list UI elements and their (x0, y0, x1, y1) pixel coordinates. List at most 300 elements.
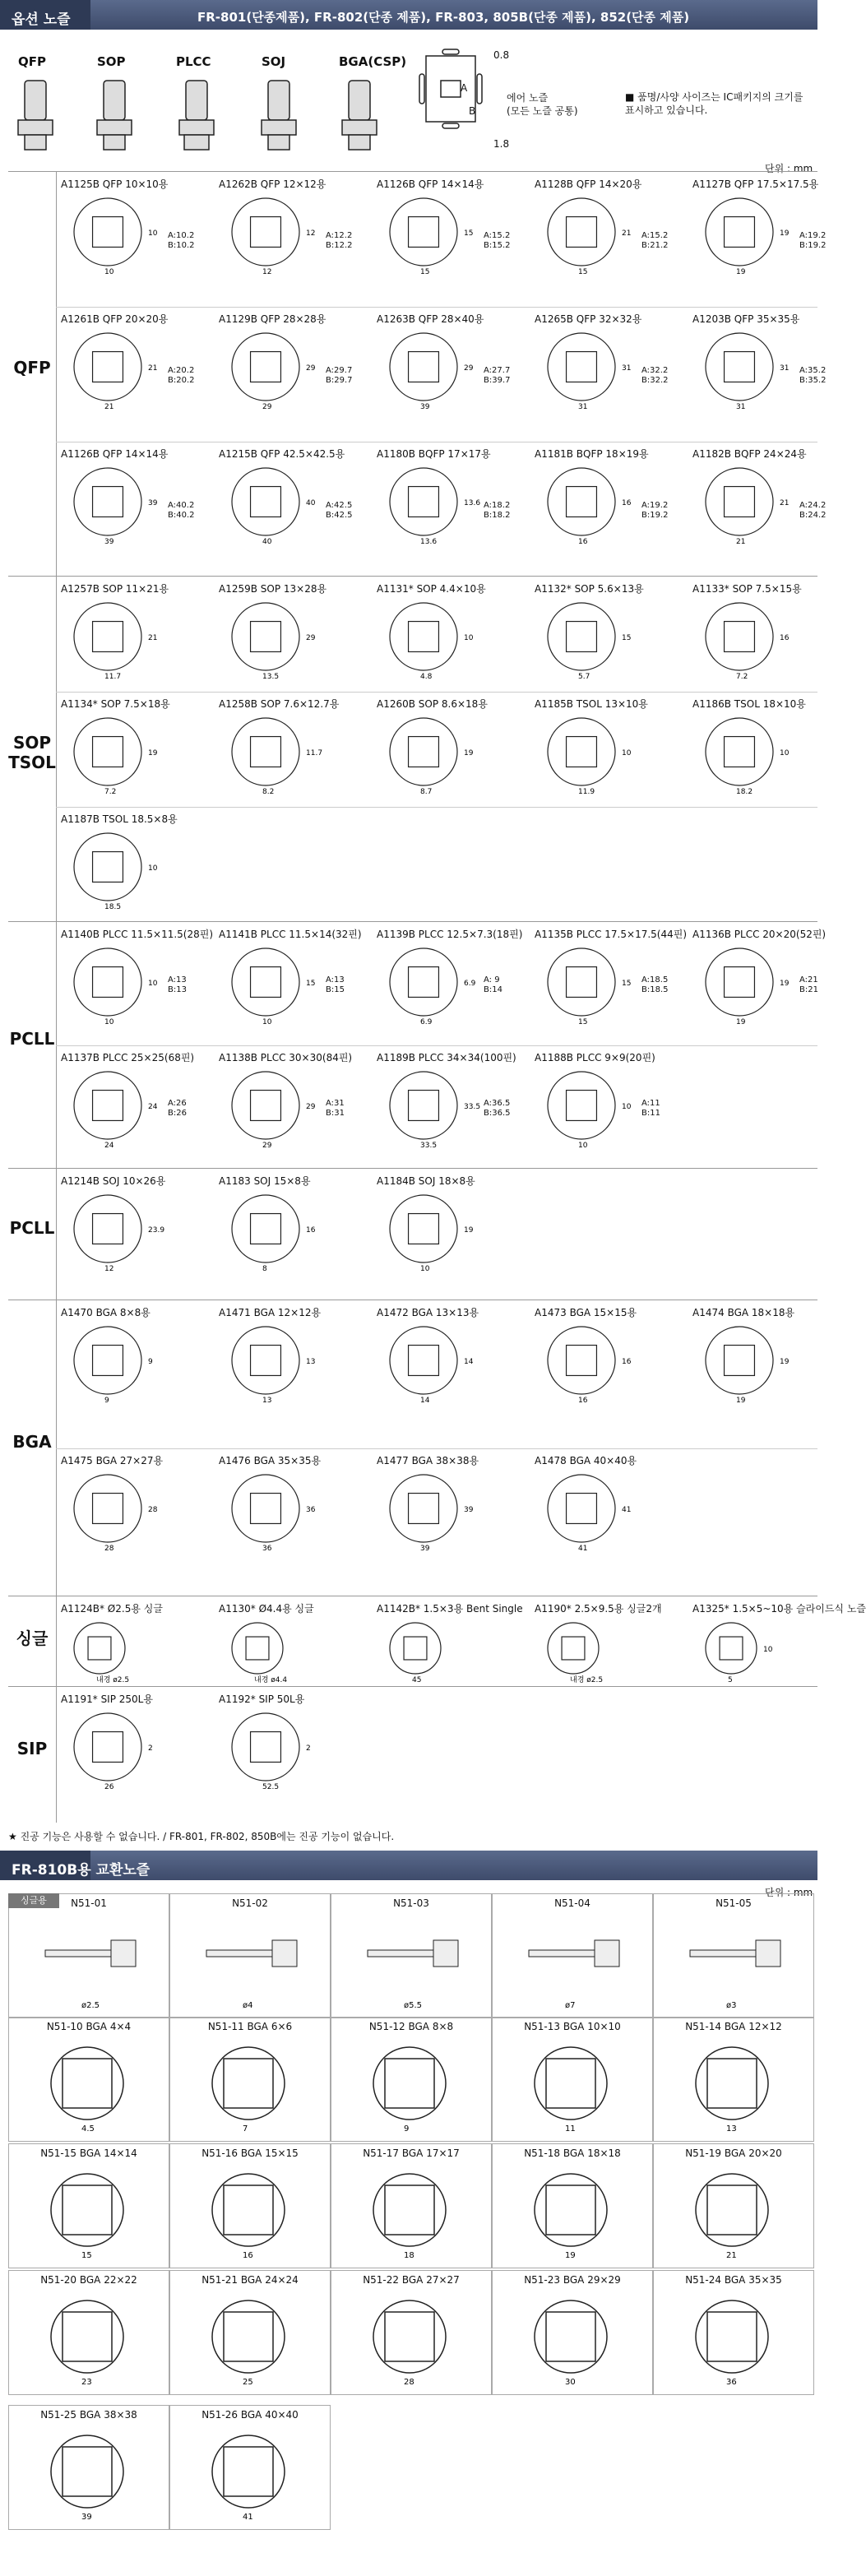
dim-a-value: A:15.2 (484, 231, 511, 240)
nozzle-outline (390, 948, 457, 1016)
nozzle-drawing (385, 1192, 492, 1277)
nozzle-opening (93, 852, 123, 883)
exchange-nozzle-title: N51-26 BGA 40×40 (201, 2409, 299, 2421)
nozzle-outline (706, 1327, 773, 1394)
dim-height: 29 (306, 1103, 316, 1111)
nozzle-cell (692, 581, 849, 690)
dim-b-value: B:21.2 (641, 241, 669, 250)
nozzle-drawing (543, 1068, 650, 1154)
nozzle-opening (409, 1346, 439, 1376)
nozzle-title: A1141B PLCC 11.5×14(32핀) (219, 929, 362, 940)
dim-b-value: B:12.2 (326, 241, 353, 250)
nozzle-title: A1181B BQFP 18×19용 (535, 448, 649, 460)
nozzle-outline (390, 1623, 441, 1674)
exchange-dim: ø3 (726, 2001, 737, 2010)
dim-width: 12 (104, 1265, 114, 1273)
exchange-dim: ø2.5 (81, 2001, 100, 2010)
dim-height: 31 (780, 364, 790, 373)
dim-height: 15 (464, 229, 474, 238)
nozzle-opening (409, 487, 439, 517)
exchange-nozzle-drawing (526, 2294, 624, 2388)
nozzle-opening (93, 487, 123, 517)
nozzle-outline (706, 948, 773, 1016)
nozzle-opening (93, 1091, 123, 1121)
exchange-nozzle-drawing (687, 1917, 785, 2012)
dim-width: 12 (262, 268, 272, 276)
nozzle-cell (377, 1174, 533, 1299)
dim-height: 10 (763, 1646, 773, 1654)
dim-side: 1.8 (493, 138, 510, 150)
dim-width: 39 (420, 403, 430, 411)
vacuum-note: ★ 진공 기능은 사용할 수 없습니다. / FR-801, FR-802, 850B에는 진공 기능이 없습니다. (8, 1831, 395, 1842)
nozzle-title: A1127B QFP 17.5×17.5용 (692, 178, 819, 190)
nozzle-opening (93, 352, 123, 382)
dim-b-value: B:26 (168, 1109, 187, 1118)
nozzle-drawing (227, 1192, 334, 1277)
nozzle-outline (74, 1195, 141, 1263)
exchange-nozzle-drawing (203, 2294, 302, 2388)
section-0 (8, 171, 827, 577)
section-divider (56, 1687, 57, 1823)
nozzle-cell (219, 1601, 375, 1685)
dim-height: 10 (622, 1103, 632, 1111)
exchange-nozzle-drawing (526, 2167, 624, 2262)
dim-b-value: B:42.5 (326, 511, 353, 520)
dim-height: 39 (464, 1506, 474, 1514)
exchange-nozzle-drawing (203, 2041, 302, 2135)
dim-height: 19 (464, 1226, 474, 1235)
exchange-dim: ø7 (565, 2001, 576, 2010)
nozzle-title: A1478 BGA 40×40용 (535, 1455, 637, 1466)
nozzle-cell (535, 1453, 691, 1595)
section-5 (8, 1596, 866, 1687)
nozzle-outline (74, 1713, 141, 1781)
nozzle-outline (390, 198, 457, 266)
dim-a-value: A:18.2 (484, 501, 511, 510)
dim-a-value: A:11 (641, 1099, 660, 1108)
dim-width: 내경 ø2.5 (570, 1676, 604, 1684)
nozzle-opening (93, 1494, 123, 1524)
nozzle-outline (548, 603, 615, 670)
nozzle-title: A1261B QFP 20×20용 (61, 313, 169, 325)
section-label: 싱글 (16, 1629, 49, 1648)
exchange-nozzle-cell (169, 2405, 331, 2530)
nozzle-drawing (701, 330, 808, 415)
dim-a: A (461, 82, 468, 94)
dim-a-value: A:20.2 (168, 366, 195, 375)
nozzle-drawing (385, 945, 492, 1031)
nozzle-cell (535, 1050, 691, 1167)
dim-a-value: A:29.7 (326, 366, 353, 375)
dim-width: 15 (578, 1018, 588, 1026)
dim-height: 16 (622, 1358, 632, 1366)
exchange-nozzle-title: N51-15 BGA 14×14 (40, 2147, 137, 2159)
dim-height: 11.7 (306, 749, 323, 758)
dim-top: 0.8 (493, 49, 510, 61)
nozzle-title: A1142B* 1.5×3용 Bent Single (377, 1603, 523, 1615)
nozzle-outline (74, 333, 141, 401)
exchange-nozzle-title: N51-12 BGA 8×8 (368, 2021, 454, 2032)
exchange-nozzle-title: N51-11 BGA 6×6 (207, 2021, 293, 2032)
nozzle-drawing (543, 195, 650, 280)
nozzle-drawing (227, 715, 334, 800)
dim-b-value: B:18.5 (641, 985, 669, 994)
dim-width: 41 (578, 1545, 588, 1553)
dim-a-value: A:21 (799, 975, 818, 985)
nozzle-drawing (701, 465, 808, 550)
exchange-nozzle-cell (169, 2143, 331, 2268)
nozzle-title: A1184B SOJ 18×8용 (377, 1175, 475, 1187)
dim-width: 21 (104, 403, 114, 411)
dim-b-value: B:21 (799, 985, 818, 994)
nozzle-opening (251, 352, 281, 382)
exchange-nozzle-cell (331, 1893, 492, 2018)
exchange-dim: 28 (404, 2378, 414, 2387)
dim-b-value: B:11 (641, 1109, 660, 1118)
nozzle-opening (93, 1732, 123, 1763)
nozzle-outline (548, 1475, 615, 1542)
nozzle-title: A1124B* Ø2.5용 싱글 (61, 1603, 163, 1615)
nozzle-outline (232, 603, 299, 670)
nozzle-cell (61, 312, 217, 440)
exchange-nozzle-drawing (364, 2041, 463, 2135)
nozzle-opening (409, 352, 439, 382)
nozzle-drawing (69, 1323, 176, 1409)
section-2 (8, 921, 827, 1169)
nozzle-cell (61, 177, 217, 305)
dim-width: 16 (578, 1397, 588, 1405)
dim-b-value: B:14 (484, 985, 502, 994)
nozzle-opening (93, 217, 123, 248)
exchange-nozzle-drawing (364, 2167, 463, 2262)
section-4 (8, 1300, 817, 1596)
dim-a-value: A:42.5 (326, 501, 353, 510)
nozzle-outline (706, 198, 773, 266)
nozzle-drawing (701, 945, 808, 1031)
unit-label-2: 단위 : mm (765, 1887, 813, 1898)
dim-width: 19 (736, 1397, 746, 1405)
nozzle-drawing (227, 1471, 334, 1557)
dim-height: 21 (780, 499, 790, 507)
exchange-nozzle-cell (492, 1893, 653, 2018)
dim-width: 52.5 (262, 1783, 280, 1791)
dim-width: 29 (262, 1142, 272, 1150)
nozzle-opening (725, 737, 755, 767)
nozzle-outline (390, 1072, 457, 1139)
nozzle-opening (246, 1637, 269, 1660)
dim-width: 8.7 (420, 788, 433, 796)
nozzle-cell (377, 1601, 533, 1685)
nozzle-cell (535, 927, 691, 1044)
nozzle-drawing (227, 1323, 334, 1409)
nozzle-drawing (701, 600, 808, 685)
nozzle-title: A1131* SOP 4.4×10용 (377, 583, 486, 595)
exchange-nozzle-title: N51-01 (71, 1897, 107, 1909)
nozzle-title: A1472 BGA 13×13용 (377, 1307, 479, 1318)
dim-height: 19 (780, 980, 790, 988)
nozzle-cell (535, 312, 691, 440)
dim-width: 7.2 (736, 673, 748, 681)
nozzle-title: A1265B QFP 32×32용 (535, 313, 642, 325)
exchange-nozzle-drawing (687, 2167, 785, 2262)
dim-b-value: B:13 (168, 985, 187, 994)
exchange-nozzle-drawing (364, 1917, 463, 2012)
exchange-nozzle-cell (653, 1893, 814, 2018)
nozzle-drawing (701, 1619, 791, 1689)
nozzle-drawing (69, 465, 176, 550)
nozzle-opening (251, 737, 281, 767)
nozzle-cell (61, 1305, 217, 1447)
nozzle-title: A1477 BGA 38×38용 (377, 1455, 479, 1466)
dim-b-value: B:18.2 (484, 511, 511, 520)
dim-b-value: B:36.5 (484, 1109, 511, 1118)
dim-height: 28 (148, 1506, 158, 1514)
dim-b-value: B:35.2 (799, 376, 827, 385)
nozzle-drawing (543, 1619, 633, 1689)
nozzle-cell (377, 697, 533, 805)
nozzle-drawing (543, 465, 650, 550)
dim-height: 29 (306, 364, 316, 373)
nozzle-title: A1126B QFP 14×14용 (377, 178, 484, 190)
nozzle-outline (390, 1475, 457, 1542)
exchange-dim: 15 (81, 2251, 92, 2260)
nozzle-title: A1474 BGA 18×18용 (692, 1307, 795, 1318)
exchange-nozzle-title: N51-23 BGA 29×29 (524, 2274, 621, 2286)
nozzle-title: A1215B QFP 42.5×42.5용 (219, 448, 345, 460)
exchange-nozzle-title: N51-13 BGA 10×10 (524, 2021, 621, 2032)
nozzle-drawing (69, 600, 176, 685)
dim-width: 19 (736, 268, 746, 276)
dim-width: 13.6 (420, 538, 438, 546)
row-divider (56, 807, 817, 808)
nozzle-opening (409, 1214, 439, 1244)
nozzle-opening (93, 1346, 123, 1376)
nozzle-outline (548, 468, 615, 535)
exchange-nozzle-cell (8, 2017, 169, 2142)
nozzle-title: A1190* 2.5×9.5용 싱글2개 (535, 1603, 662, 1615)
dim-a-value: A: 9 (484, 975, 500, 985)
exchange-nozzle-cell (8, 2405, 169, 2530)
ab-values (168, 1099, 187, 1119)
nozzle-outline (232, 718, 299, 785)
dim-a-value: A:19.2 (641, 501, 669, 510)
dim-height: 15 (622, 980, 632, 988)
dim-width: 13 (262, 1397, 272, 1405)
nozzle-outline (232, 1072, 299, 1139)
nozzle-outline (232, 333, 299, 401)
dim-height: 10 (780, 749, 790, 758)
ab-values (168, 501, 195, 521)
ab-values (641, 975, 669, 995)
exchange-nozzle-drawing (203, 2429, 302, 2523)
nozzle-outline (390, 1327, 457, 1394)
section-label: QFP (13, 358, 51, 378)
dim-width: 15 (420, 268, 430, 276)
nozzle-drawing (227, 1068, 334, 1154)
nozzle-cell (692, 1601, 866, 1685)
ab-values (641, 501, 669, 521)
dim-b-value: B:19.2 (799, 241, 827, 250)
nozzle-title: A1192* SIP 50L용 (219, 1693, 305, 1705)
nozzle-outline (548, 333, 615, 401)
dim-a-value: A:27.7 (484, 366, 511, 375)
dim-width: 28 (104, 1545, 114, 1553)
ab-values (484, 975, 502, 995)
ab-values (168, 366, 195, 386)
nozzle-opening (93, 737, 123, 767)
nozzle-drawing (701, 1323, 808, 1409)
nozzle-title: A1260B SOP 8.6×18용 (377, 698, 488, 710)
exchange-dim: 9 (404, 2124, 410, 2134)
header-title: 옵션 노즐 (12, 12, 71, 28)
exchange-nozzle-title: N51-25 BGA 38×38 (40, 2409, 137, 2421)
ab-values (799, 975, 818, 995)
nozzle-cell (61, 697, 217, 805)
dim-width: 13.5 (262, 673, 280, 681)
nozzle-cell (535, 1601, 691, 1685)
exchange-nozzle-cell (653, 2270, 814, 2395)
dim-height: 2 (306, 1744, 311, 1753)
dim-width: 39 (420, 1545, 430, 1553)
exchange-nozzle-title: N51-20 BGA 22×22 (40, 2274, 137, 2286)
nozzle-opening (720, 1637, 743, 1660)
nozzle-drawing (69, 715, 176, 800)
nozzle-title: A1214B SOJ 10×26용 (61, 1175, 166, 1187)
section-label: PCLL (9, 1029, 55, 1049)
nozzle-outline (390, 333, 457, 401)
nozzle-drawing (227, 330, 334, 415)
nozzle-title: A1133* SOP 7.5×15용 (692, 583, 802, 595)
ab-values (326, 366, 353, 386)
nozzle-outline (706, 468, 773, 535)
nozzle-title: A1185B TSOL 13×10용 (535, 698, 648, 710)
nozzle-opening (93, 622, 123, 652)
nozzle-outline (74, 1475, 141, 1542)
nozzle-title: A1475 BGA 27×27용 (61, 1455, 164, 1466)
section-divider (56, 577, 57, 922)
dim-b-value: B:32.2 (641, 376, 669, 385)
nozzle-outline (232, 1475, 299, 1542)
dim-height: 19 (148, 749, 158, 758)
exchange-nozzle-drawing (203, 1917, 302, 2012)
exchange-dim: 4.5 (81, 2124, 95, 2134)
nozzle-cell (692, 447, 849, 575)
nozzle-outline (74, 948, 141, 1016)
nozzle-opening (88, 1637, 111, 1660)
dim-b-value: B:10.2 (168, 241, 195, 250)
exchange-nozzle-drawing (42, 1917, 141, 2012)
nozzle-cell (377, 1050, 533, 1167)
nozzle-outline (232, 468, 299, 535)
nozzle-drawing (385, 600, 492, 685)
nozzle-outline (390, 718, 457, 785)
nozzle-drawing (385, 1619, 475, 1689)
nozzle-outline (232, 198, 299, 266)
exchange-nozzle-title: N51-21 BGA 24×24 (201, 2274, 299, 2286)
nozzle-cell (61, 927, 217, 1044)
nozzle-opening (409, 737, 439, 767)
exchange-dim: 39 (81, 2513, 92, 2522)
dim-a-value: A:13 (326, 975, 345, 985)
nozzle-cell (219, 927, 375, 1044)
ab-values (799, 501, 827, 521)
dim-width: 39 (104, 538, 114, 546)
exchange-nozzle-title: N51-24 BGA 35×35 (685, 2274, 782, 2286)
dim-a-value: A:18.5 (641, 975, 669, 985)
type-soj: SOJ (262, 54, 286, 69)
dim-width: 10 (578, 1142, 588, 1150)
nozzle-cell (61, 447, 217, 575)
dim-height: 39 (148, 499, 158, 507)
dim-height: 2 (148, 1744, 153, 1753)
nozzle-cell (61, 1050, 217, 1167)
dim-width: 5 (728, 1676, 733, 1684)
nozzle-outline (74, 718, 141, 785)
dim-height: 19 (780, 1358, 790, 1366)
nozzle-outline (548, 1623, 599, 1674)
section-1 (8, 576, 817, 922)
nozzle-cell (219, 177, 375, 305)
nozzle-cell (219, 1453, 375, 1595)
nozzle-opening (251, 487, 281, 517)
nozzle-outline (390, 603, 457, 670)
nozzle-title: A1135B PLCC 17.5×17.5(44핀) (535, 929, 688, 940)
nozzle-title: A1187B TSOL 18.5×8용 (61, 813, 178, 825)
nozzle-opening (251, 1732, 281, 1763)
dim-width: 내경 ø4.4 (254, 1676, 288, 1684)
nozzle-outline (74, 603, 141, 670)
nozzle-opening (251, 217, 281, 248)
section-divider (56, 1169, 57, 1300)
type-plcc: PLCC (176, 54, 211, 69)
nozzle-outline (74, 468, 141, 535)
nozzle-drawing (227, 1710, 334, 1795)
nozzle-opening (93, 1214, 123, 1244)
dim-width: 45 (412, 1676, 422, 1684)
nozzle-outline (548, 948, 615, 1016)
exchange-dim: 13 (726, 2124, 737, 2134)
exchange-nozzle-drawing (203, 2167, 302, 2262)
dim-a-value: A:35.2 (799, 366, 827, 375)
dim-width: 29 (262, 403, 272, 411)
nozzle-opening (404, 1637, 427, 1660)
dim-b-value: B:19.2 (641, 511, 669, 520)
nozzle-title: A1325* 1.5×5~10용 슬라이드식 노즐 (692, 1603, 866, 1615)
exchange-dim: 18 (404, 2251, 414, 2260)
dim-height: 21 (622, 229, 632, 238)
exchange-nozzle-title: N51-02 (232, 1897, 268, 1909)
nozzle-drawing (543, 1323, 650, 1409)
dim-height: 19 (780, 229, 790, 238)
option-nozzle-header (0, 0, 817, 30)
nozzle-opening (725, 622, 755, 652)
nozzle-drawing (543, 945, 650, 1031)
dim-height: 10 (148, 229, 158, 238)
nozzle-opening (409, 622, 439, 652)
nozzle-cell (692, 697, 849, 805)
exchange-dim: 19 (565, 2251, 576, 2260)
dim-height: 12 (306, 229, 316, 238)
exchange-dim: 7 (243, 2124, 248, 2134)
legend-note: ■ 품명/사양 사이즈는 IC패키지의 크기를 표시하고 있습니다. (625, 91, 803, 116)
dim-width: 18.5 (104, 903, 122, 911)
exchange-nozzle-cell (653, 2017, 814, 2142)
nozzle-opening (251, 1214, 281, 1244)
exchange-nozzle-cell (331, 2270, 492, 2395)
unit-label-1: 단위 : mm (765, 163, 813, 174)
nozzle-drawing (543, 330, 650, 415)
dim-width: 14 (420, 1397, 430, 1405)
